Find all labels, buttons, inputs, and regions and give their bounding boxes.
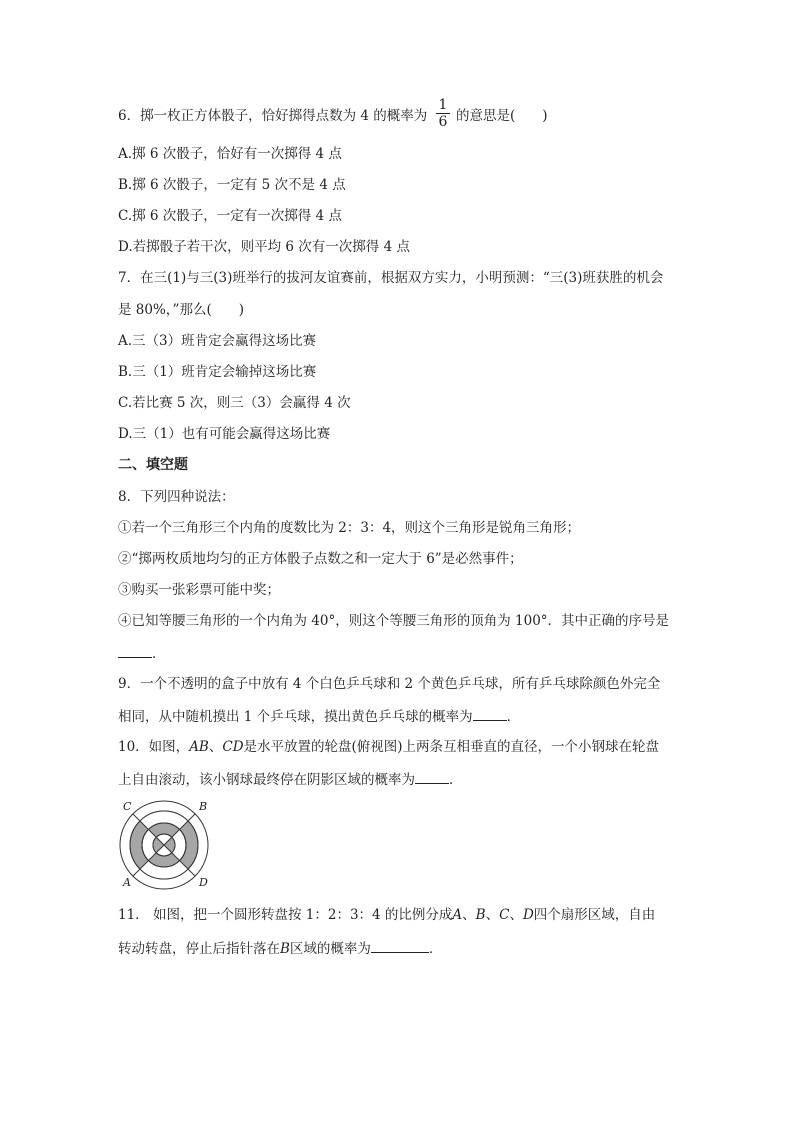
section-title-fill-in: 二、填空题: [118, 457, 188, 473]
q8-answer-line: [118, 643, 166, 663]
q10-tail: ．: [449, 772, 463, 788]
q6-option-b: B.掷 6 次骰子，一定有 5 次不是 4 点: [118, 177, 346, 193]
q10-label-b: B: [199, 800, 208, 813]
q10-cd: CD: [222, 739, 244, 755]
q11-ld: D: [522, 907, 534, 923]
q6-stem-b: 的意思是( ): [456, 108, 548, 124]
q8-item-3: ③购买一张彩票可能中奖；: [118, 582, 280, 598]
q6-option-a: A.掷 6 次骰子，恰好有一次掷得 4 点: [118, 146, 342, 162]
q6-option-c: C.掷 6 次骰子，一定有一次掷得 4 点: [118, 208, 342, 224]
q10-sep: 、: [208, 739, 223, 755]
q6-fraction: [436, 97, 450, 130]
q11-lb2: B: [280, 941, 290, 957]
q11-rest1: 四个扇形区域，自由: [533, 907, 656, 923]
q11-s1: 、: [462, 907, 476, 923]
q7-option-c: C.若比赛 5 次，则三（3）会赢得 4 次: [118, 395, 351, 411]
q10-ab: AB: [189, 739, 209, 755]
q10-figure: [115, 798, 225, 893]
q11-line1: [118, 906, 655, 924]
q10-rest1: 是水平放置的轮盘(俯视图)上两条互相垂直的直径，一个小钢球在轮盘: [243, 739, 660, 755]
q7-line2: 是 80%，”那么( ): [118, 302, 244, 318]
q7-line1: 7．在三(1)与三(3)班举行的拔河友谊赛前，根据双方实力，小明预测：“三(3)班获胜的机会: [118, 270, 664, 286]
q10-answer-blank[interactable]: [415, 769, 449, 784]
q11-s2: 、: [485, 907, 500, 923]
q9-line2-text: 相同，从中随机摸出 1 个乒乓球，摸出黄色乒乓球的概率为: [118, 709, 473, 725]
q11-la: A: [452, 907, 463, 923]
q8-item-4: ④已知等腰三角形的一个内角为 40°，则这个等腰三角形的顶角为 100°．其中正确的序号是: [118, 613, 670, 629]
q10-label-d: D: [199, 876, 208, 889]
q9-line2: [118, 706, 520, 726]
q11-s3: 、: [509, 907, 523, 923]
q8-item-2: ②“掷两枚质地均匀的正方体骰子点数之和一定大于 6”是必然事件；: [118, 551, 523, 567]
q11-lb: B: [475, 907, 486, 923]
q8-intro: 8．下列四种说法：: [118, 489, 235, 505]
q10-line1: [118, 738, 659, 756]
q9-answer-blank[interactable]: [473, 706, 507, 721]
q6-option-d: D.若掷骰子若干次，则平均 6 次有一次掷得 4 点: [118, 239, 410, 255]
q10-num: 10．如图，: [118, 739, 190, 755]
q6-stem-a: 6．掷一枚正方体骰子，恰好掷得点数为 4 的概率为: [118, 108, 428, 124]
q10-line2-text: 上自由滚动，该小钢球最终停在阴影区域的概率为: [118, 772, 415, 788]
q9-line1: 9．一个不透明的盒子中放有 4 个白色乒乓球和 2 个黄色乒乓球，所有乒乓球除颜色外完全: [118, 676, 661, 692]
q11-tail: ．: [428, 941, 443, 957]
q11-line2: [118, 938, 442, 958]
q10-line2: [118, 769, 463, 789]
q6-stem: [118, 107, 427, 125]
q11-num: 11． 如图，把一个圆形转盘按 1：2：3：4 的比例分成: [118, 907, 453, 923]
q11-line2b: 区域的概率为: [289, 941, 371, 957]
q7-option-b: B.三（1）班肯定会输掉这场比赛: [118, 364, 317, 380]
q9-tail: ．: [506, 709, 521, 725]
q8-tail: ．: [152, 646, 166, 662]
q8-item-1: ①若一个三角形三个内角的度数比为 2：3：4，则这个三角形是锐角三角形；: [118, 520, 581, 536]
q6-fraction-den: 6: [438, 114, 448, 130]
q7-option-a: A.三（3）班肯定会赢得这场比赛: [118, 333, 317, 349]
q11-lc: C: [499, 907, 510, 923]
q11-line2a: 转动转盘，停止后指针落在: [118, 941, 280, 957]
q10-label-c: C: [123, 800, 132, 813]
q10-label-a: A: [123, 876, 131, 889]
q11-answer-blank[interactable]: [371, 938, 429, 953]
q6-fraction-num: 1: [436, 97, 450, 114]
q7-option-d: D.三（1）也有可能会赢得这场比赛: [118, 426, 331, 442]
q8-answer-blank[interactable]: [118, 643, 152, 658]
